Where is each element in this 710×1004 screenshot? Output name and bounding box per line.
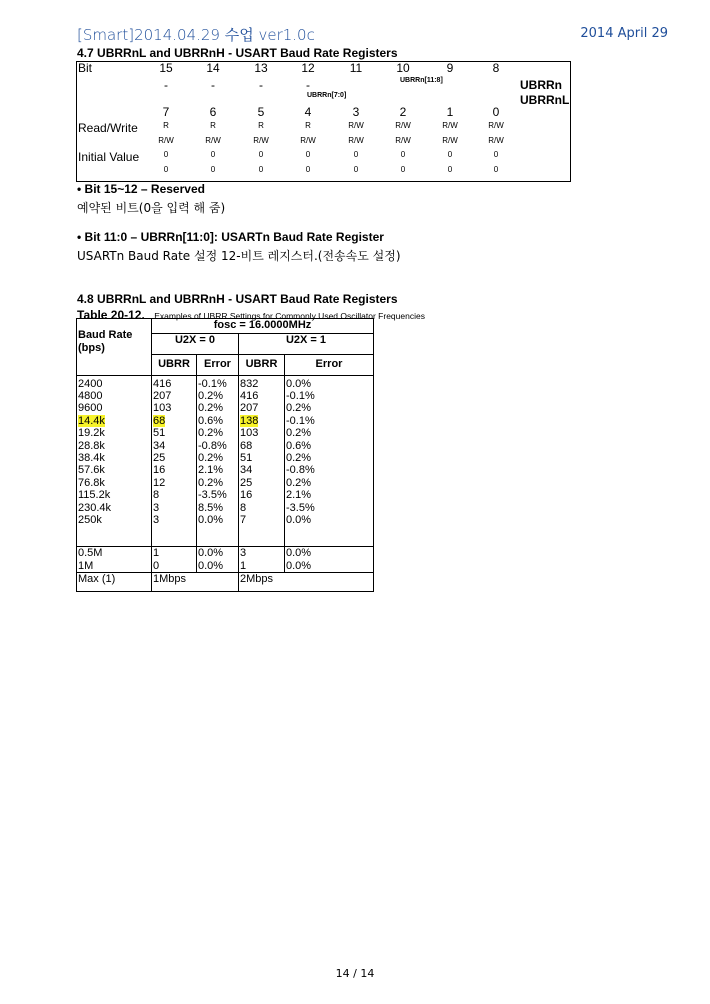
baud-cell: 76.8k: [77, 477, 152, 489]
error0-cell: 0.6%: [197, 415, 239, 427]
table-row: [77, 560, 374, 573]
max-label: Max (1): [77, 573, 152, 592]
error0-cell: 0.0%: [197, 560, 239, 573]
table-row: [77, 427, 374, 439]
bit-number: 6: [209, 105, 217, 119]
register-high-name: UBRRn: [520, 78, 562, 92]
bit-number: 0: [492, 105, 500, 119]
error1-cell: 0.0%: [285, 547, 374, 560]
rw-cell: R/W: [348, 136, 364, 145]
error0-cell: 0.2%: [197, 402, 239, 414]
bit-number: 8: [492, 61, 500, 75]
baud-cell: 2400: [77, 375, 152, 390]
empty-cell: [77, 355, 152, 376]
error1-cell: 0.0%: [285, 514, 374, 547]
ubrr0-cell: 16: [152, 464, 197, 476]
ubrr0-cell: [152, 415, 197, 427]
error1-cell: 2.1%: [285, 489, 374, 501]
section-number: 4.7: [77, 46, 94, 60]
ubrr0-header: UBRR: [152, 355, 197, 376]
rw-cell: R/W: [442, 136, 458, 145]
init-cell: 0: [447, 165, 453, 174]
doc-header-title: [Smart]2014.04.29 수업 ver1.0c: [77, 26, 315, 44]
error0-cell: 2.1%: [197, 464, 239, 476]
fosc-header: fosc = 16.0000MHz: [152, 319, 374, 334]
bit-number: 10: [396, 61, 410, 75]
ubrr0-cell: 12: [152, 477, 197, 489]
initial-value-label: Initial Value: [78, 150, 140, 164]
ubrr0-cell: 416: [152, 375, 197, 390]
error0-cell: 0.2%: [197, 390, 239, 402]
rw-cell: R: [305, 121, 311, 130]
ubrr1-cell: 68: [239, 440, 285, 452]
rw-cell: R/W: [395, 136, 411, 145]
error1-cell: 0.0%: [285, 560, 374, 573]
table-row: [77, 452, 374, 464]
bit-number: 2: [399, 105, 407, 119]
baud-cell: 0.5M: [77, 547, 152, 560]
table-row: [77, 489, 374, 501]
baud-cell: 19.2k: [77, 427, 152, 439]
init-cell: 0: [210, 165, 216, 174]
bit-number: 5: [257, 105, 265, 119]
error1-cell: -0.1%: [285, 415, 374, 427]
highlighted-value: 68: [153, 414, 166, 427]
ubrr0-cell: 1: [152, 547, 197, 560]
rw-cell: R/W: [253, 136, 269, 145]
ubrr1-cell: 832: [239, 375, 285, 390]
ubrr1-cell: 51: [239, 452, 285, 464]
table-row: [77, 514, 374, 547]
u2x0-header: U2X = 0: [152, 334, 239, 355]
bit-number: 14: [206, 61, 220, 75]
rw-cell: R/W: [395, 121, 411, 130]
reserved-mark: -: [211, 78, 215, 92]
table-row: [77, 440, 374, 452]
ubrr0-cell: 25: [152, 452, 197, 464]
baud-cell: 250k: [77, 514, 152, 547]
table-row: [77, 547, 374, 560]
error1-cell: 0.0%: [285, 375, 374, 390]
ubrr1-cell: 7: [239, 514, 285, 547]
error1-cell: 0.2%: [285, 477, 374, 489]
init-cell: 0: [163, 150, 169, 159]
rw-cell: R/W: [205, 136, 221, 145]
bit-number: 4: [304, 105, 312, 119]
max-u2x1: 2Mbps: [239, 573, 374, 592]
baud-cell: 1M: [77, 560, 152, 573]
table-row: [77, 375, 374, 390]
table-row: [77, 464, 374, 476]
ubrr1-cell: 207: [239, 402, 285, 414]
table-caption-label: Table 20-12.: [77, 308, 145, 322]
error0-cell: 0.0%: [197, 514, 239, 547]
section-title: UBRRnL and UBRRnH - USART Baud Rate Registers: [97, 46, 398, 60]
init-cell: 0: [258, 165, 264, 174]
init-cell: 0: [353, 165, 359, 174]
reserved-mark: -: [259, 78, 263, 92]
error1-cell: 0.2%: [285, 452, 374, 464]
error1-header: Error: [285, 355, 374, 376]
ubrr0-cell: 34: [152, 440, 197, 452]
init-cell: 0: [493, 150, 499, 159]
rw-cell: R/W: [158, 136, 174, 145]
ubrr1-cell: 416: [239, 390, 285, 402]
error0-cell: 0.0%: [197, 547, 239, 560]
init-cell: 0: [400, 150, 406, 159]
error1-cell: 0.6%: [285, 440, 374, 452]
rw-cell: R/W: [300, 136, 316, 145]
bit-number: 15: [159, 61, 173, 75]
baud-cell: 9600: [77, 402, 152, 414]
error0-cell: 8.5%: [197, 502, 239, 514]
section-title: UBRRnL and UBRRnH - USART Baud Rate Registers: [97, 292, 398, 306]
bit-number: 13: [254, 61, 268, 75]
baud-cell: 28.8k: [77, 440, 152, 452]
bit-15-12-text: 예약된 비트(0을 입력 해 줌): [77, 201, 226, 215]
baud-cell: 57.6k: [77, 464, 152, 476]
register-diagram: [76, 61, 571, 182]
ubrr1-cell: 3: [239, 547, 285, 560]
baud-cell: 115.2k: [77, 489, 152, 501]
baud-cell: 38.4k: [77, 452, 152, 464]
max-u2x0: 1Mbps: [152, 573, 239, 592]
baud-rate-header: Baud Rate (bps): [77, 319, 152, 355]
table-row: [77, 502, 374, 514]
bit-15-12-heading: • Bit 15~12 – Reserved: [77, 182, 205, 196]
table-row: [77, 390, 374, 402]
error1-cell: -0.8%: [285, 464, 374, 476]
table-row: [77, 402, 374, 414]
register-low-name: UBRRnL: [520, 93, 570, 107]
ubrr0-cell: 8: [152, 489, 197, 501]
error0-cell: -0.8%: [197, 440, 239, 452]
field-low-label: UBRRn[7:0]: [307, 92, 347, 99]
bit-number: 9: [446, 61, 454, 75]
baud-cell: 230.4k: [77, 502, 152, 514]
ubrr1-cell: 16: [239, 489, 285, 501]
baud-cell: 4800: [77, 390, 152, 402]
bit-11-0-text: USARTn Baud Rate 설정 12-비트 레지스터.(전송속도 설정): [77, 249, 401, 263]
reserved-mark: -: [306, 78, 310, 92]
init-cell: 0: [400, 165, 406, 174]
table-row: [77, 477, 374, 489]
bit-label: Bit: [78, 61, 93, 75]
rw-cell: R/W: [488, 121, 504, 130]
doc-header-date: 2014 April 29: [580, 26, 668, 41]
reserved-mark: -: [164, 78, 168, 92]
bit-11-0-heading: • Bit 11:0 – UBRRn[11:0]: USARTn Baud Rate Register: [77, 230, 384, 244]
bit-number: 3: [352, 105, 360, 119]
ubrr-table: [76, 318, 374, 592]
init-cell: 0: [258, 150, 264, 159]
error0-cell: 0.2%: [197, 477, 239, 489]
ubrr0-cell: 207: [152, 390, 197, 402]
ubrr0-cell: 3: [152, 502, 197, 514]
rw-cell: R/W: [442, 121, 458, 130]
bit-number: 11: [349, 61, 363, 75]
init-cell: 0: [493, 165, 499, 174]
ubrr1-cell: [239, 415, 285, 427]
bit-number: 12: [301, 61, 315, 75]
init-cell: 0: [305, 150, 311, 159]
init-cell: 0: [163, 165, 169, 174]
section-4-7-heading: [77, 46, 398, 60]
ubrr1-cell: 25: [239, 477, 285, 489]
ubrr0-cell: 0: [152, 560, 197, 573]
ubrr0-cell: 3: [152, 514, 197, 547]
section-4-8-heading: [77, 292, 398, 306]
rw-cell: R/W: [488, 136, 504, 145]
error0-cell: 0.2%: [197, 427, 239, 439]
rw-cell: R: [210, 121, 216, 130]
rw-cell: R: [163, 121, 169, 130]
highlighted-value: 14.4k: [78, 414, 105, 427]
ubrr0-cell: 103: [152, 402, 197, 414]
init-cell: 0: [210, 150, 216, 159]
bit-number: 1: [446, 105, 454, 119]
init-cell: 0: [305, 165, 311, 174]
error1-cell: 0.2%: [285, 402, 374, 414]
error0-header: Error: [197, 355, 239, 376]
bit-number: 7: [162, 105, 170, 119]
ubrr1-header: UBRR: [239, 355, 285, 376]
ubrr1-cell: 103: [239, 427, 285, 439]
table-caption-text: Examples of UBRR Settings for Commonly Used Oscillator Frequencies: [154, 311, 425, 321]
init-cell: 0: [353, 150, 359, 159]
highlighted-value: 138: [240, 414, 259, 427]
field-high-label: UBRRn[11:8]: [400, 77, 443, 84]
ubrr1-cell: 8: [239, 502, 285, 514]
init-cell: 0: [447, 150, 453, 159]
ubrr1-cell: 1: [239, 560, 285, 573]
error0-cell: -0.1%: [197, 375, 239, 390]
error0-cell: 0.2%: [197, 452, 239, 464]
table-row: [77, 415, 374, 427]
rw-cell: R: [258, 121, 264, 130]
section-number: 4.8: [77, 292, 94, 306]
ubrr1-cell: 34: [239, 464, 285, 476]
error1-cell: -3.5%: [285, 502, 374, 514]
error1-cell: 0.2%: [285, 427, 374, 439]
ubrr0-cell: 51: [152, 427, 197, 439]
error1-cell: -0.1%: [285, 390, 374, 402]
read-write-label: Read/Write: [78, 121, 138, 135]
page-number: 14 / 14: [335, 967, 375, 980]
error0-cell: -3.5%: [197, 489, 239, 501]
u2x1-header: U2X = 1: [239, 334, 374, 355]
baud-cell: [77, 415, 152, 427]
rw-cell: R/W: [348, 121, 364, 130]
